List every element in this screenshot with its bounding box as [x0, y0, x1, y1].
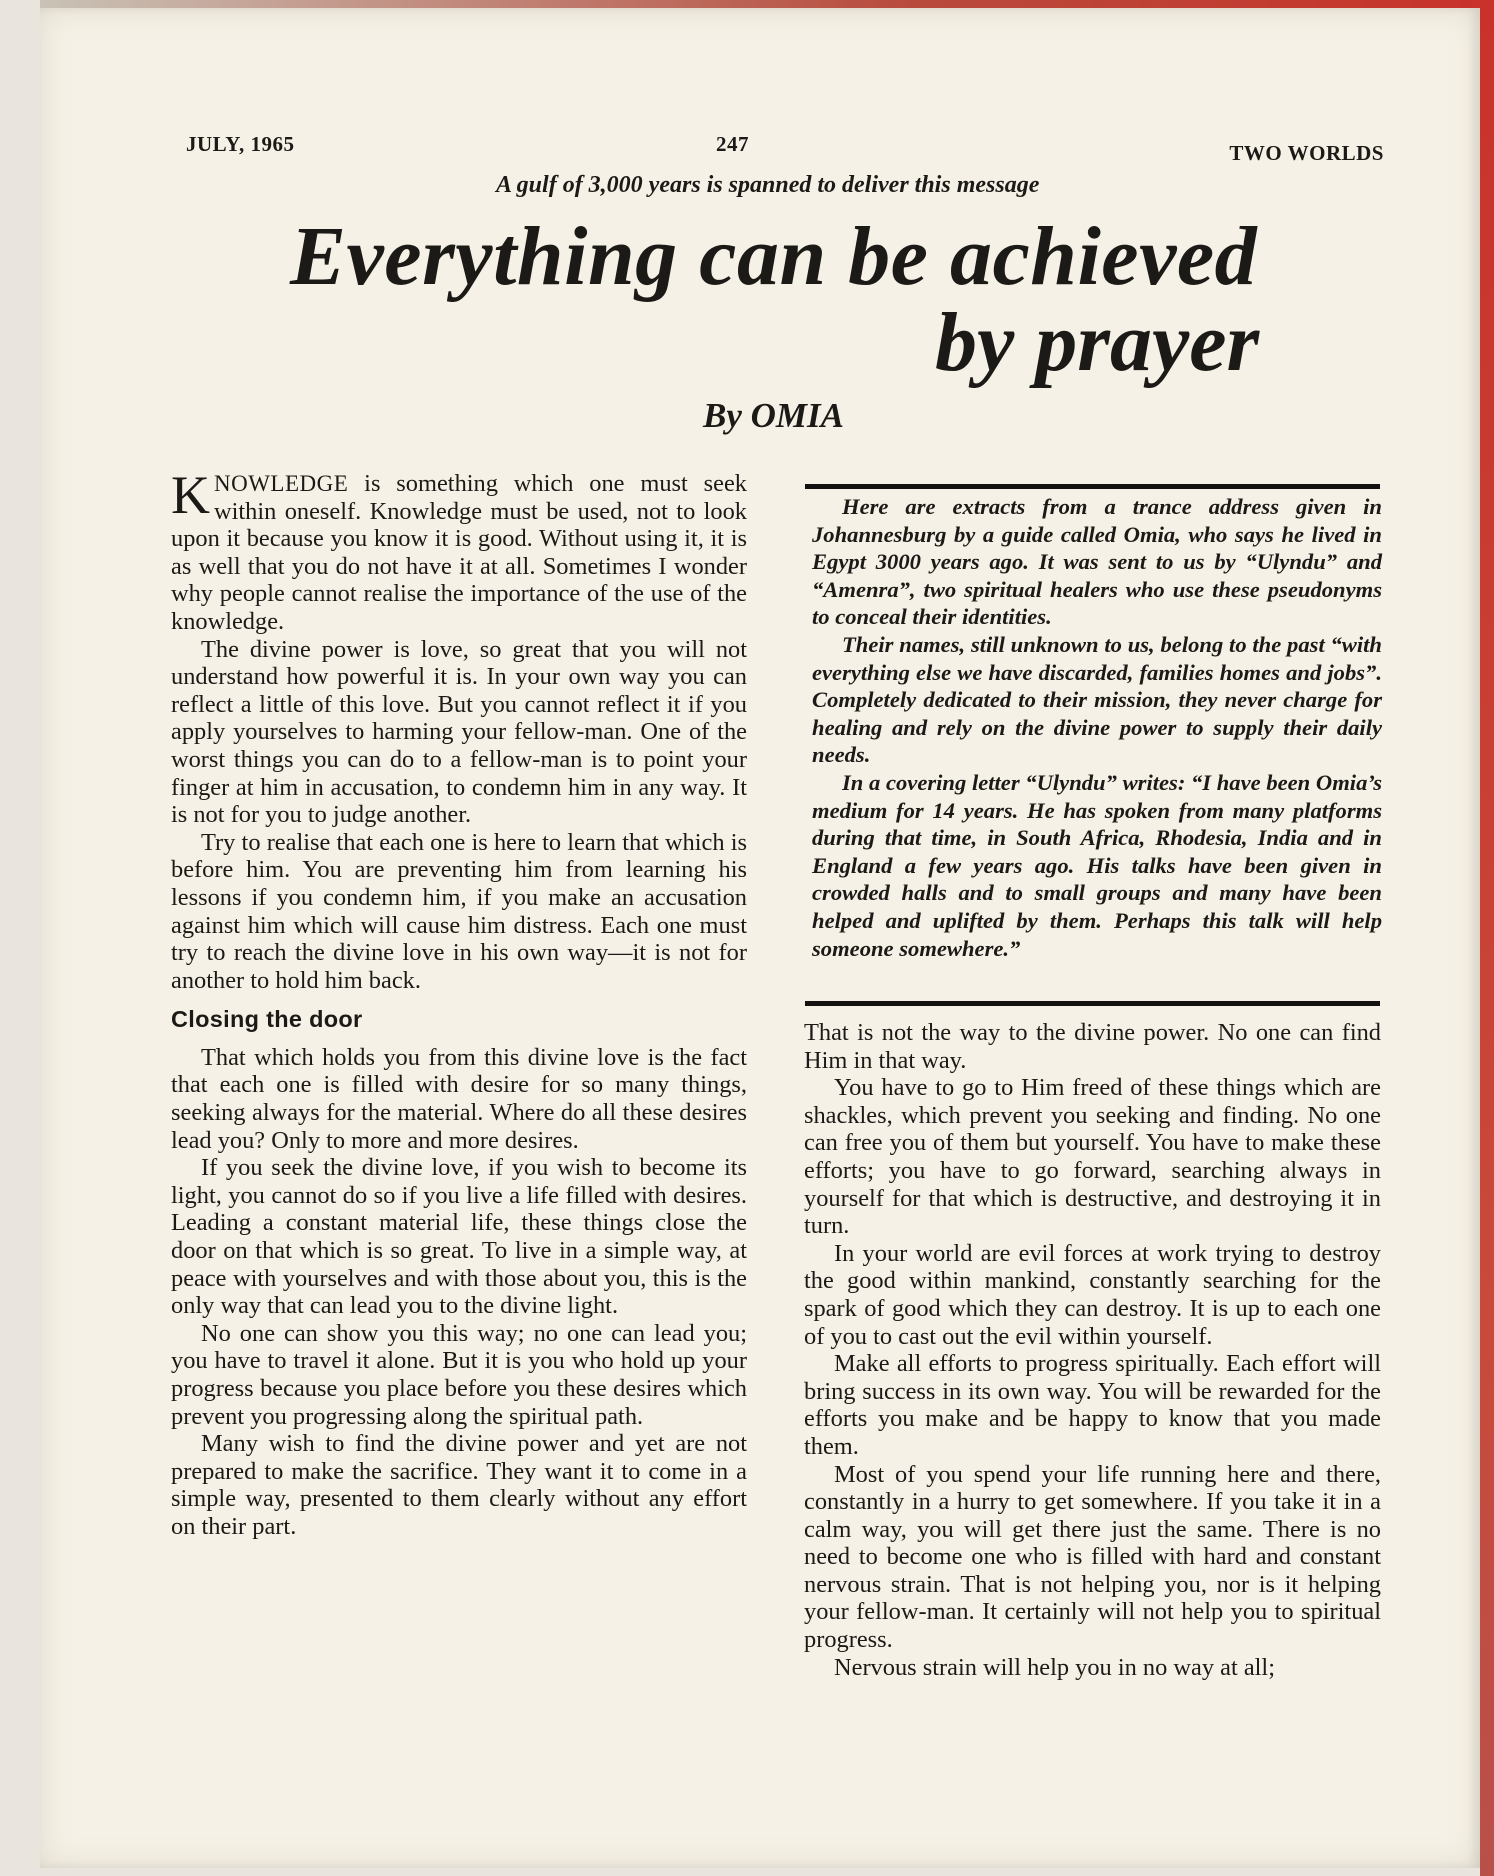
byline: By OMIA [703, 396, 844, 435]
body-paragraph: That is not the way to the divine power. No one can find Him in that way. [804, 1019, 1381, 1074]
body-paragraph: In your world are evil forces at work trying to destroy the good within mankind, constantly searching for the spark of good which they can destroy. It is up to each one of you to cast out the evil within yourself. [804, 1239, 1381, 1350]
left-column [171, 465, 747, 1541]
intro-paragraph: In a covering letter “Ulyndu” writes: “I have been Omia’s medium for 14 years. He has spoken from many platforms during that time, in South Africa, Rhodesia, India and in England a few years ago. His talks have been given in crowded halls and to small groups and many have been helped and uplifted by them. Perhaps this talk will help someone somewhere.” [812, 769, 1382, 961]
lead-text: is something which one must seek within oneself. Knowledge must be used, not to look upon it because you know it is good. Without using it, it is as well that you do not have it at all. Sometimes I wonder why people cannot realise the importance of the use of the knowledge. [171, 470, 747, 635]
magazine-page [40, 8, 1480, 1868]
lead-paragraph [171, 465, 747, 636]
cover-edge-right [1480, 0, 1494, 1876]
right-column [804, 1019, 1381, 1681]
headline-line-2: by prayer [935, 296, 1260, 389]
section-subhead: Closing the door [171, 1006, 363, 1033]
issue-date: JULY, 1965 [186, 132, 295, 156]
body-paragraph: Try to realise that each one is here to learn that which is before him. You are preventing him from learning his lessons if you condemn him, if you make an accusation against him which will cause him distress. Each one must try to reach the divine love in his own way—it is not for another to hold him back. [171, 828, 747, 994]
article-kicker: A gulf of 3,000 years is spanned to deliver this message [496, 172, 1040, 198]
headline-line-1: Everything can be achieved [290, 210, 1258, 303]
body-paragraph: Make all efforts to progress spiritually. Each effort will bring success in its own way. You will be rewarded for the efforts you make and be happy to know that you made them. [804, 1350, 1381, 1460]
body-paragraph: Many wish to find the divine power and yet are not prepared to make the sacrifice. They want it to come in a simple way, presented to them clearly without any effort on their part. [171, 1430, 747, 1540]
body-paragraph: No one can show you this way; no one can lead you; you have to travel it alone. But it is you who hold up your progress because you place before you these desires which prevent you progressing along the spiritual path. [171, 1319, 747, 1430]
page-number: 247 [716, 132, 749, 156]
editorial-intro [812, 493, 1382, 962]
intro-paragraph: Their names, still unknown to us, belong to the past “with everything else we have discarded, families homes and jobs”. Completely dedicated to their mission, they never charge for healing and rely on the divine power to supply their daily needs. [812, 631, 1382, 768]
intro-paragraph: Here are extracts from a trance address given in Johannesburg by a guide called Omia, who says he lived in Egypt 3000 years ago. It was sent to us by “Ulyndu” and “Amenra”, two spiritual healers who use these pseudonyms to conceal their identities. [812, 494, 1382, 630]
body-paragraph: You have to go to Him freed of these things which are shackles, which prevent you seeking and finding. No one can free you of them but yourself. You have to make these efforts; you have to go forward, searching always in yourself for that which is destructive, and destroying it in turn. [804, 1074, 1381, 1240]
body-paragraph: That which holds you from this divine love is the fact that each one is filled with desire for so many things, seeking always for the material. Where do all these desires lead you? Only to more and more desires. [171, 1043, 747, 1154]
body-paragraph: If you seek the divine love, if you wish to become its light, you cannot do so if you live a life filled with desires. Leading a constant material life, these things close the door on that which is so great. To live in a simple way, at peace with yourselves and with those about you, this is the only way that can lead you to the divine light. [171, 1154, 747, 1320]
magazine-title: TWO WORLDS [1229, 141, 1384, 165]
intro-rule-bottom [805, 1001, 1380, 1006]
drop-cap: K [171, 465, 210, 525]
body-paragraph: Most of you spend your life running here and there, constantly in a hurry to get somewhere. If you take it in a calm way, you will get there just the same. There is no need to become one who is filled with hard and constant nervous strain. That is not helping you, nor is it helping your fellow-man. It certainly will not help you to spiritual progress. [804, 1460, 1381, 1654]
body-paragraph: The divine power is love, so great that you will not understand how powerful it is. In your own way you can reflect a little of this love. But you cannot reflect it if you apply yourselves to harming your fellow-man. One of the worst things you can do to a fellow-man is to point your finger at him in accusation, to condemn him in any way. It is not for you to judge another. [171, 635, 747, 829]
intro-rule-top [805, 484, 1380, 489]
body-paragraph: Nervous strain will help you in no way at all; [834, 1653, 1275, 1681]
lead-small-caps: NOWLEDGE [214, 471, 349, 496]
